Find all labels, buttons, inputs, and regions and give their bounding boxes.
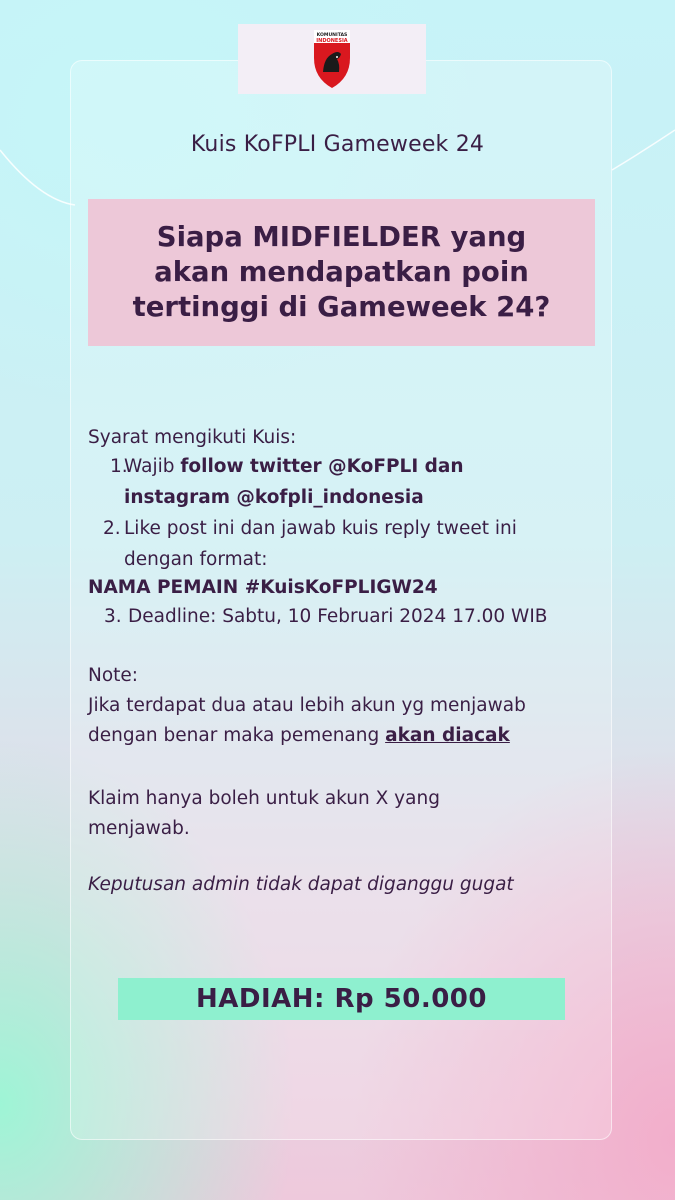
note-line2 <box>88 720 510 751</box>
logo-line1: KOMUNITAS <box>316 33 348 38</box>
question-text: Siapa MIDFIELDER yang akan mendapatkan poin tertinggi di Gameweek 24? <box>132 221 551 323</box>
answer-format: NAMA PEMAIN #KuisKoFPLIGW24 <box>88 577 438 598</box>
note-line2-text: dengan benar maka pemenang <box>88 725 386 746</box>
note-heading: Note: <box>88 665 139 686</box>
item-3-text: Deadline: Sabtu, 10 Februari 2024 17.00 WIB <box>128 606 548 627</box>
item-number: 2. <box>103 518 121 539</box>
question-box <box>88 199 595 346</box>
item-1-bold-line1: follow twitter @KoFPLI dan <box>180 456 464 477</box>
item-1-bold-line2: instagram @kofpli_indonesia <box>124 487 424 508</box>
item-number: 3. <box>104 606 122 627</box>
logo-box <box>238 24 426 94</box>
prize-text: HADIAH: Rp 50.000 <box>196 984 487 1014</box>
logo-line2: INDONESIA <box>316 38 348 44</box>
claim-line1: Klaim hanya boleh untuk akun X yang <box>88 788 440 809</box>
item-1-text: Wajib <box>124 456 181 477</box>
item-2-line1: Like post ini dan jawab kuis reply tweet ini <box>124 518 517 539</box>
kofpli-logo-icon <box>310 28 354 90</box>
prize-box <box>118 978 565 1020</box>
item-2-line2: dengan format: <box>124 549 268 570</box>
disclaimer: Keputusan admin tidak dapat diganggu gugat <box>88 874 514 895</box>
requirement-item-3 <box>104 601 548 632</box>
claim-line2: menjawab. <box>88 818 190 839</box>
note-emphasis: akan diacak <box>385 725 510 746</box>
item-number: 1. <box>110 456 128 477</box>
quiz-title: Kuis KoFPLI Gameweek 24 <box>190 132 485 157</box>
requirement-item-2 <box>103 513 517 544</box>
requirements-heading: Syarat mengikuti Kuis: <box>88 427 297 448</box>
note-line1: Jika terdapat dua atau lebih akun yg menjawab <box>88 695 526 716</box>
